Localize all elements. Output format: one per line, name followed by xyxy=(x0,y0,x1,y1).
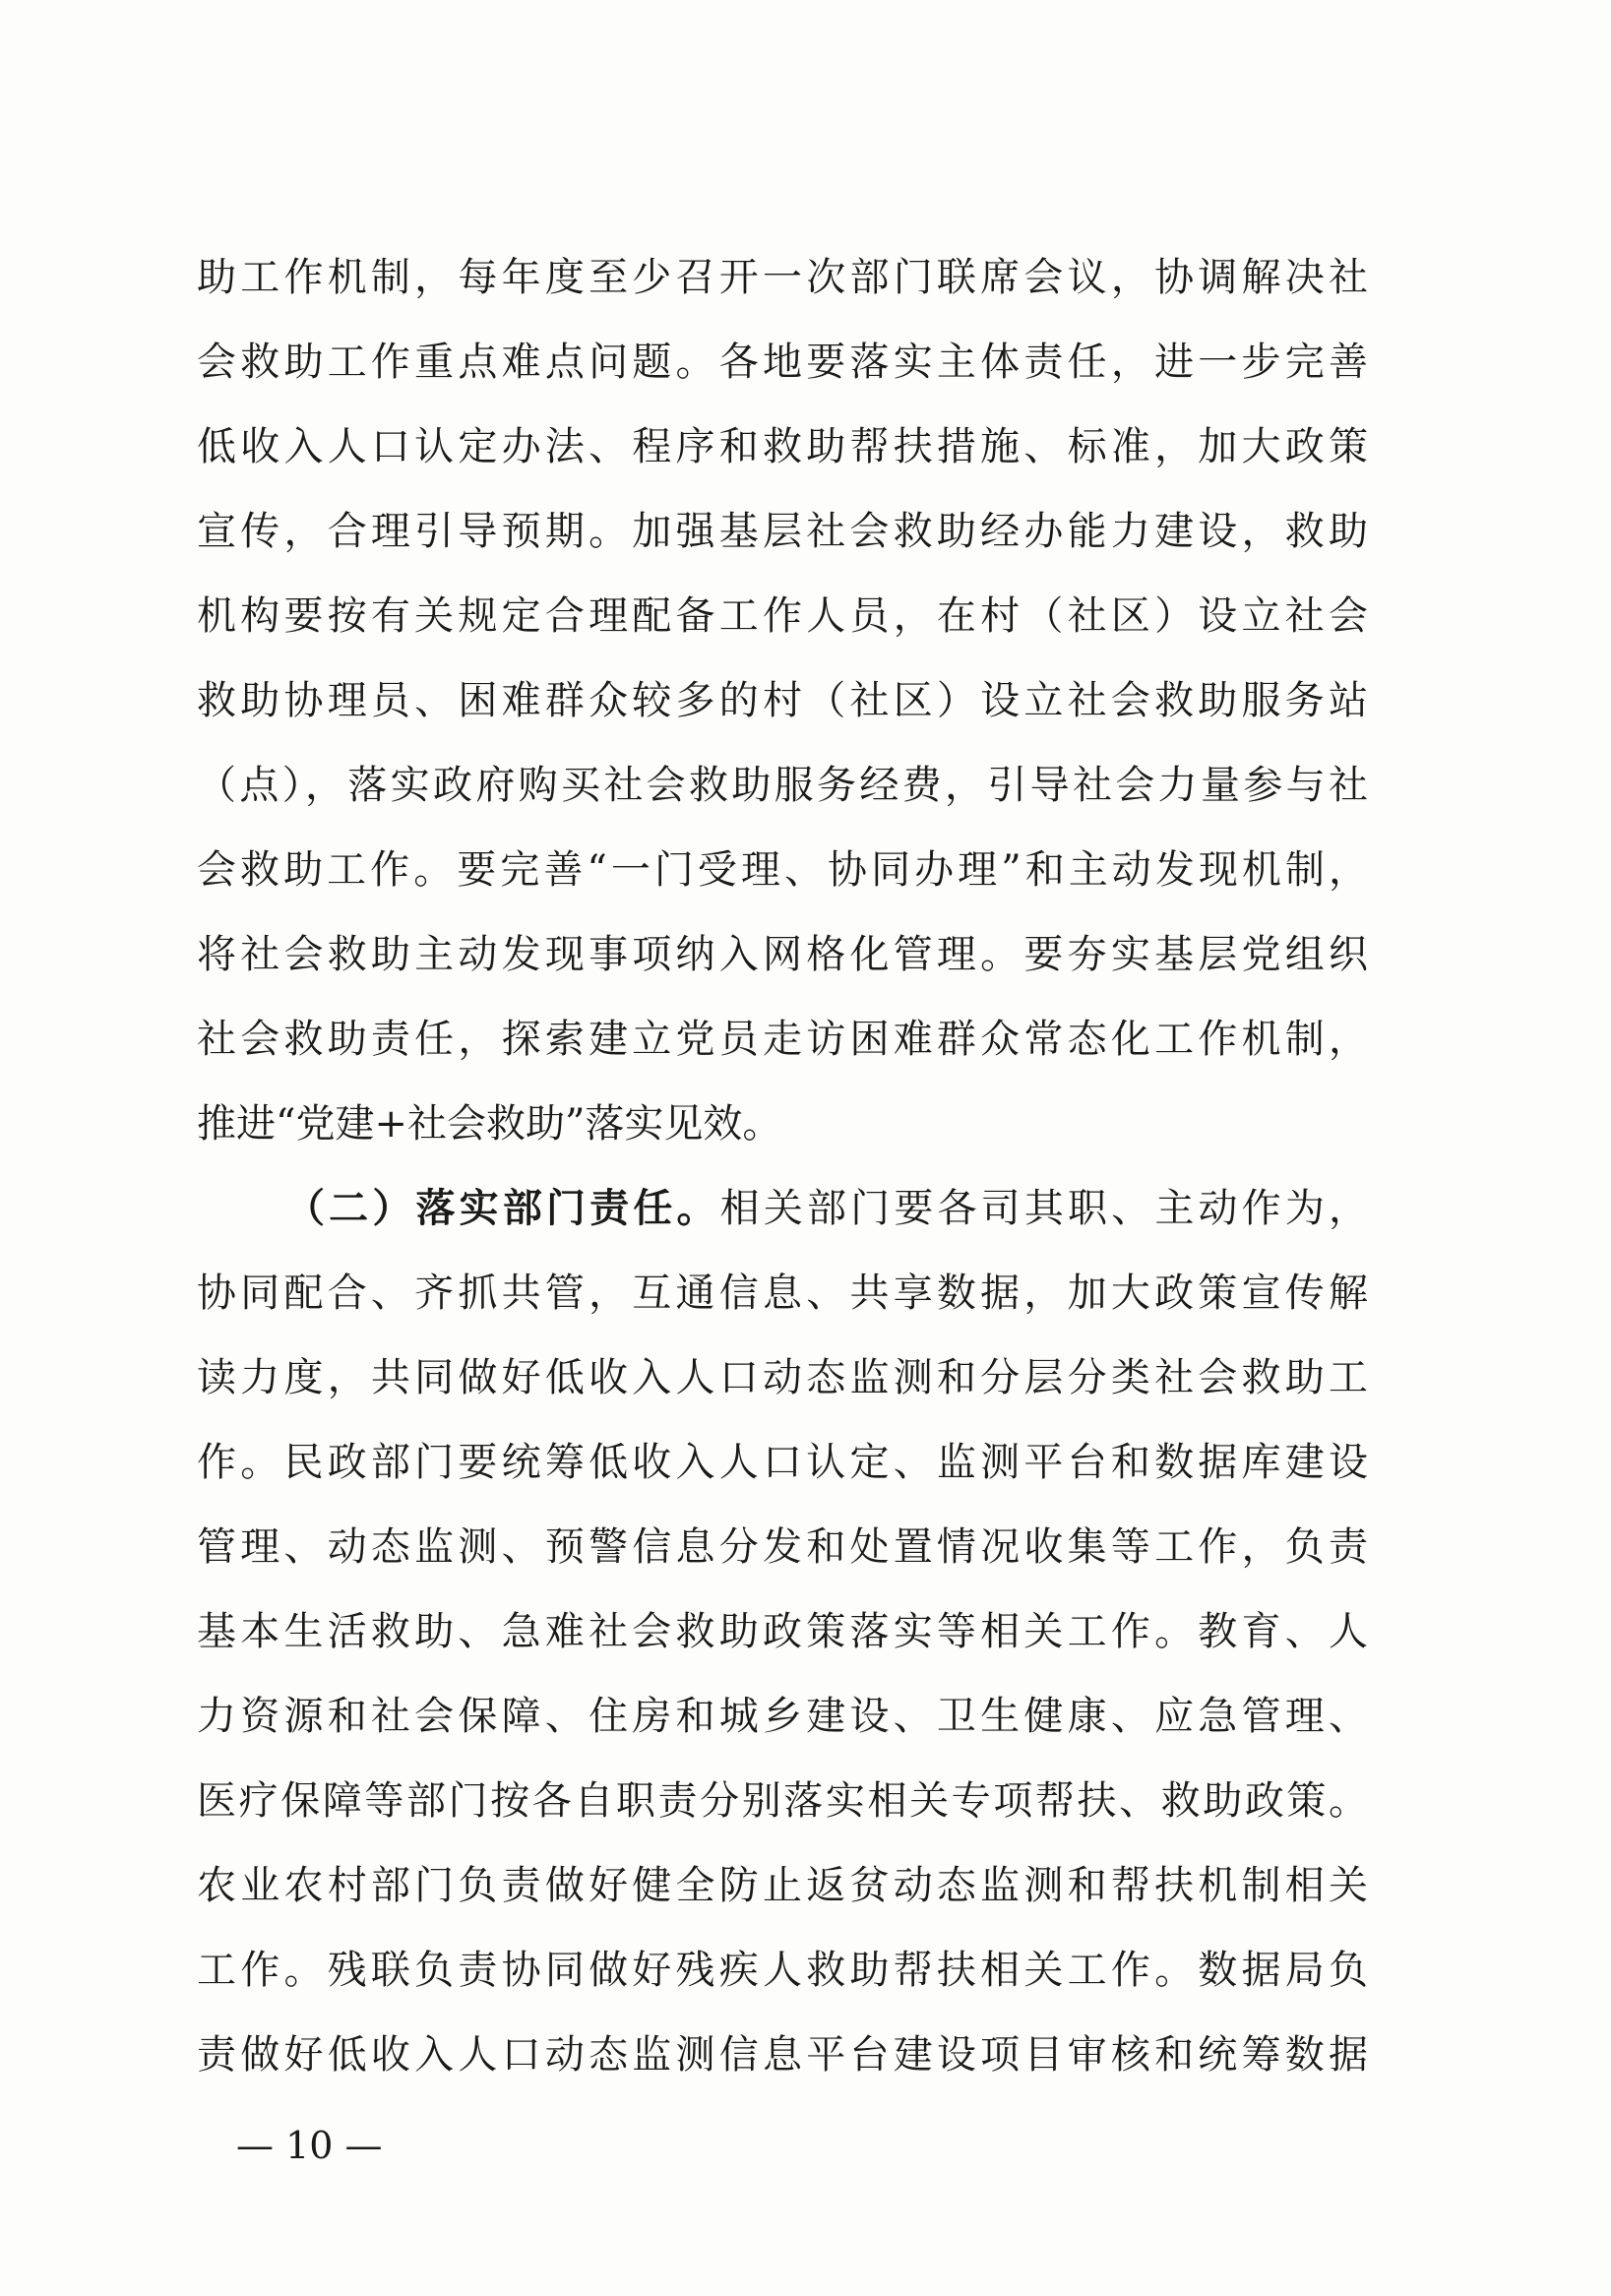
body-line: 宣传，合理引导预期。加强基层社会救助经办能力建设，救助 xyxy=(197,509,1368,554)
body-line: 协同配合、齐抓共管，互通信息、共享数据，加大政策宣传解 xyxy=(197,1271,1368,1316)
section-heading: （二）落实部门责任。 xyxy=(285,1186,720,1231)
body-line: 力资源和社会保障、住房和城乡建设、卫生健康、应急管理、 xyxy=(197,1694,1368,1739)
body-line: 低收入人口认定办法、程序和救助帮扶措施、标准，加大政策 xyxy=(197,424,1368,469)
body-line: 机构要按有关规定合理配备工作人员，在村（社区）设立社会 xyxy=(197,593,1368,639)
body-line: 将社会救助主动发现事项纳入网格化管理。要夯实基层党组织 xyxy=(197,932,1368,977)
body-line: 农业农村部门负责做好健全防止返贫动态监测和帮扶机制相关 xyxy=(197,1863,1368,1908)
page-number: — 10 — xyxy=(236,2124,383,2167)
body-line: （点），落实政府购买社会救助服务经费，引导社会力量参与社 xyxy=(197,763,1368,808)
body-line: 作。民政部门要统筹低收入人口认定、监测平台和数据库建设 xyxy=(197,1440,1368,1485)
body-line: 基本生活救助、急难社会救助政策落实等相关工作。教育、人 xyxy=(197,1609,1368,1654)
section-first-line-text: 相关部门要各司其职、主动作为， xyxy=(719,1186,1369,1231)
body-line: 助工作机制，每年度至少召开一次部门联席会议，协调解决社 xyxy=(197,255,1368,300)
body-line: 救助协理员、困难群众较多的村（社区）设立社会救助服务站 xyxy=(197,678,1368,723)
body-line: 医疗保障等部门按各自职责分别落实相关专项帮扶、救助政策。 xyxy=(197,1778,1368,1824)
body-line: 工作。残联负责协同做好残疾人救助帮扶相关工作。数据局负 xyxy=(197,1948,1368,1993)
body-line: 读力度，共同做好低收入人口动态监测和分层分类社会救助工 xyxy=(197,1355,1368,1400)
body-line: 管理、动态监测、预警信息分发和处置情况收集等工作，负责 xyxy=(197,1524,1368,1570)
body-line: 会救助工作。要完善“一门受理、协同办理”和主动发现机制， xyxy=(197,847,1368,893)
body-line: 推进“党建+社会救助”落实见效。 xyxy=(197,1101,782,1147)
body-line: 会救助工作重点难点问题。各地要落实主体责任，进一步完善 xyxy=(197,340,1368,385)
section-first-line xyxy=(197,1179,1368,1238)
body-line: 社会救助责任，探索建立党员走访困难群众常态化工作机制， xyxy=(197,1017,1368,1062)
body-line: 责做好低收入人口动态监测信息平台建设项目审核和统筹数据 xyxy=(197,2032,1368,2078)
